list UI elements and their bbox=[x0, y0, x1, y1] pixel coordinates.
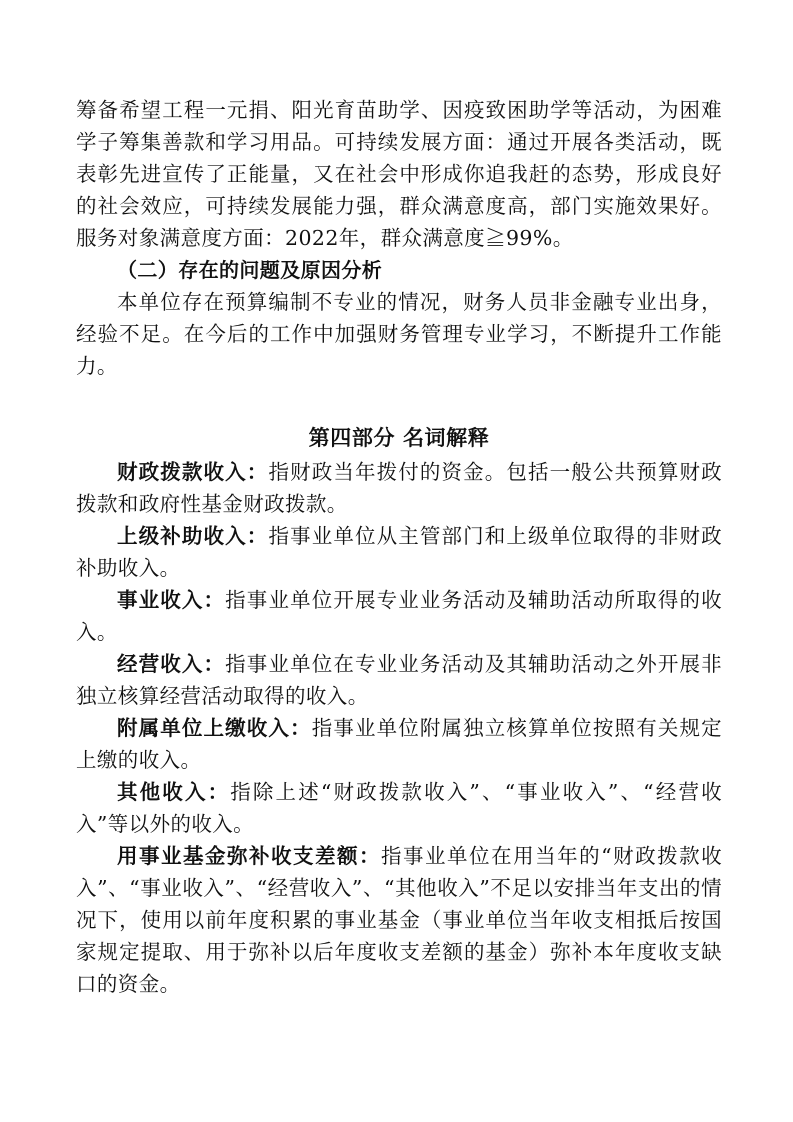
glossary-entry-affiliate-income bbox=[76, 712, 722, 776]
glossary-term: 附属单位上缴收入： bbox=[117, 716, 312, 740]
glossary-definition: 指事业单位从主管部门和上级单位取得的非财政补助收入。 bbox=[76, 524, 722, 580]
glossary-entry-other-income bbox=[76, 776, 722, 840]
problems-heading: （二）存在的问题及原因分析 bbox=[117, 258, 383, 282]
problems-paragraph: 本单位存在预算编制不专业的情况，财务人员非金融专业出身，经验不足。在今后的工作中加强财务管理专业学习，不断提升工作能力。 bbox=[76, 290, 722, 378]
glossary-definition: 指事业单位附属独立核算单位按照有关规定上缴的收入。 bbox=[76, 716, 722, 772]
glossary-term: 用事业基金弥补收支差额： bbox=[117, 844, 382, 868]
document-page bbox=[76, 94, 722, 1000]
glossary-entry-superior-subsidy bbox=[76, 520, 722, 584]
glossary-term: 经营收入： bbox=[117, 652, 226, 676]
glossary-entry-fiscal-appropriation bbox=[76, 456, 722, 520]
glossary-definition: 指除上述“财政拨款收入”、“事业收入”、“经营收入”等以外的收入。 bbox=[76, 780, 722, 836]
glossary-term: 事业收入： bbox=[117, 588, 226, 612]
glossary-term: 财政拨款收入： bbox=[117, 460, 269, 484]
glossary-title: 第四部分 名词解释 bbox=[308, 426, 490, 450]
intro-paragraph: 筹备希望工程一元捐、阳光育苗助学、因疫致困助学等活动，为困难学子筹集善款和学习用品。可持续发展方面：通过开展各类活动，既表彰先进宣传了正能量，又在社会中形成你追我赶的态势，形成良好的社会效应，可持续发展能力强，群众满意度高，部门实施效果好。服务对象满意度方面：2022年，群众满意度≧99%。 bbox=[76, 98, 722, 250]
glossary-entry-operating-income bbox=[76, 648, 722, 712]
glossary-term: 上级补助收入： bbox=[117, 524, 269, 548]
glossary-definition: 指事业单位在专业业务活动及其辅助活动之外开展非独立核算经营活动取得的收入。 bbox=[76, 652, 723, 708]
glossary-definition: 指财政当年拨付的资金。包括一般公共预算财政拨款和政府性基金财政拨款。 bbox=[76, 460, 722, 516]
glossary-entry-business-income bbox=[76, 584, 722, 648]
glossary-definition: 指事业单位在用当年的“财政拨款收入”、“事业收入”、“经营收入”、“其他收入”不足以安排当年支出的情况下，使用以前年度积累的事业基金（事业单位当年收支相抵后按国家规定提取、用于弥补以后年度收支差额的基金）弥补本年度收支缺口的资金。 bbox=[76, 844, 722, 996]
glossary-definition: 指事业单位开展专业业务活动及辅助活动所取得的收入。 bbox=[76, 588, 723, 644]
glossary-entry-fund-compensation bbox=[76, 840, 722, 1000]
glossary-term: 其他收入： bbox=[117, 780, 231, 804]
